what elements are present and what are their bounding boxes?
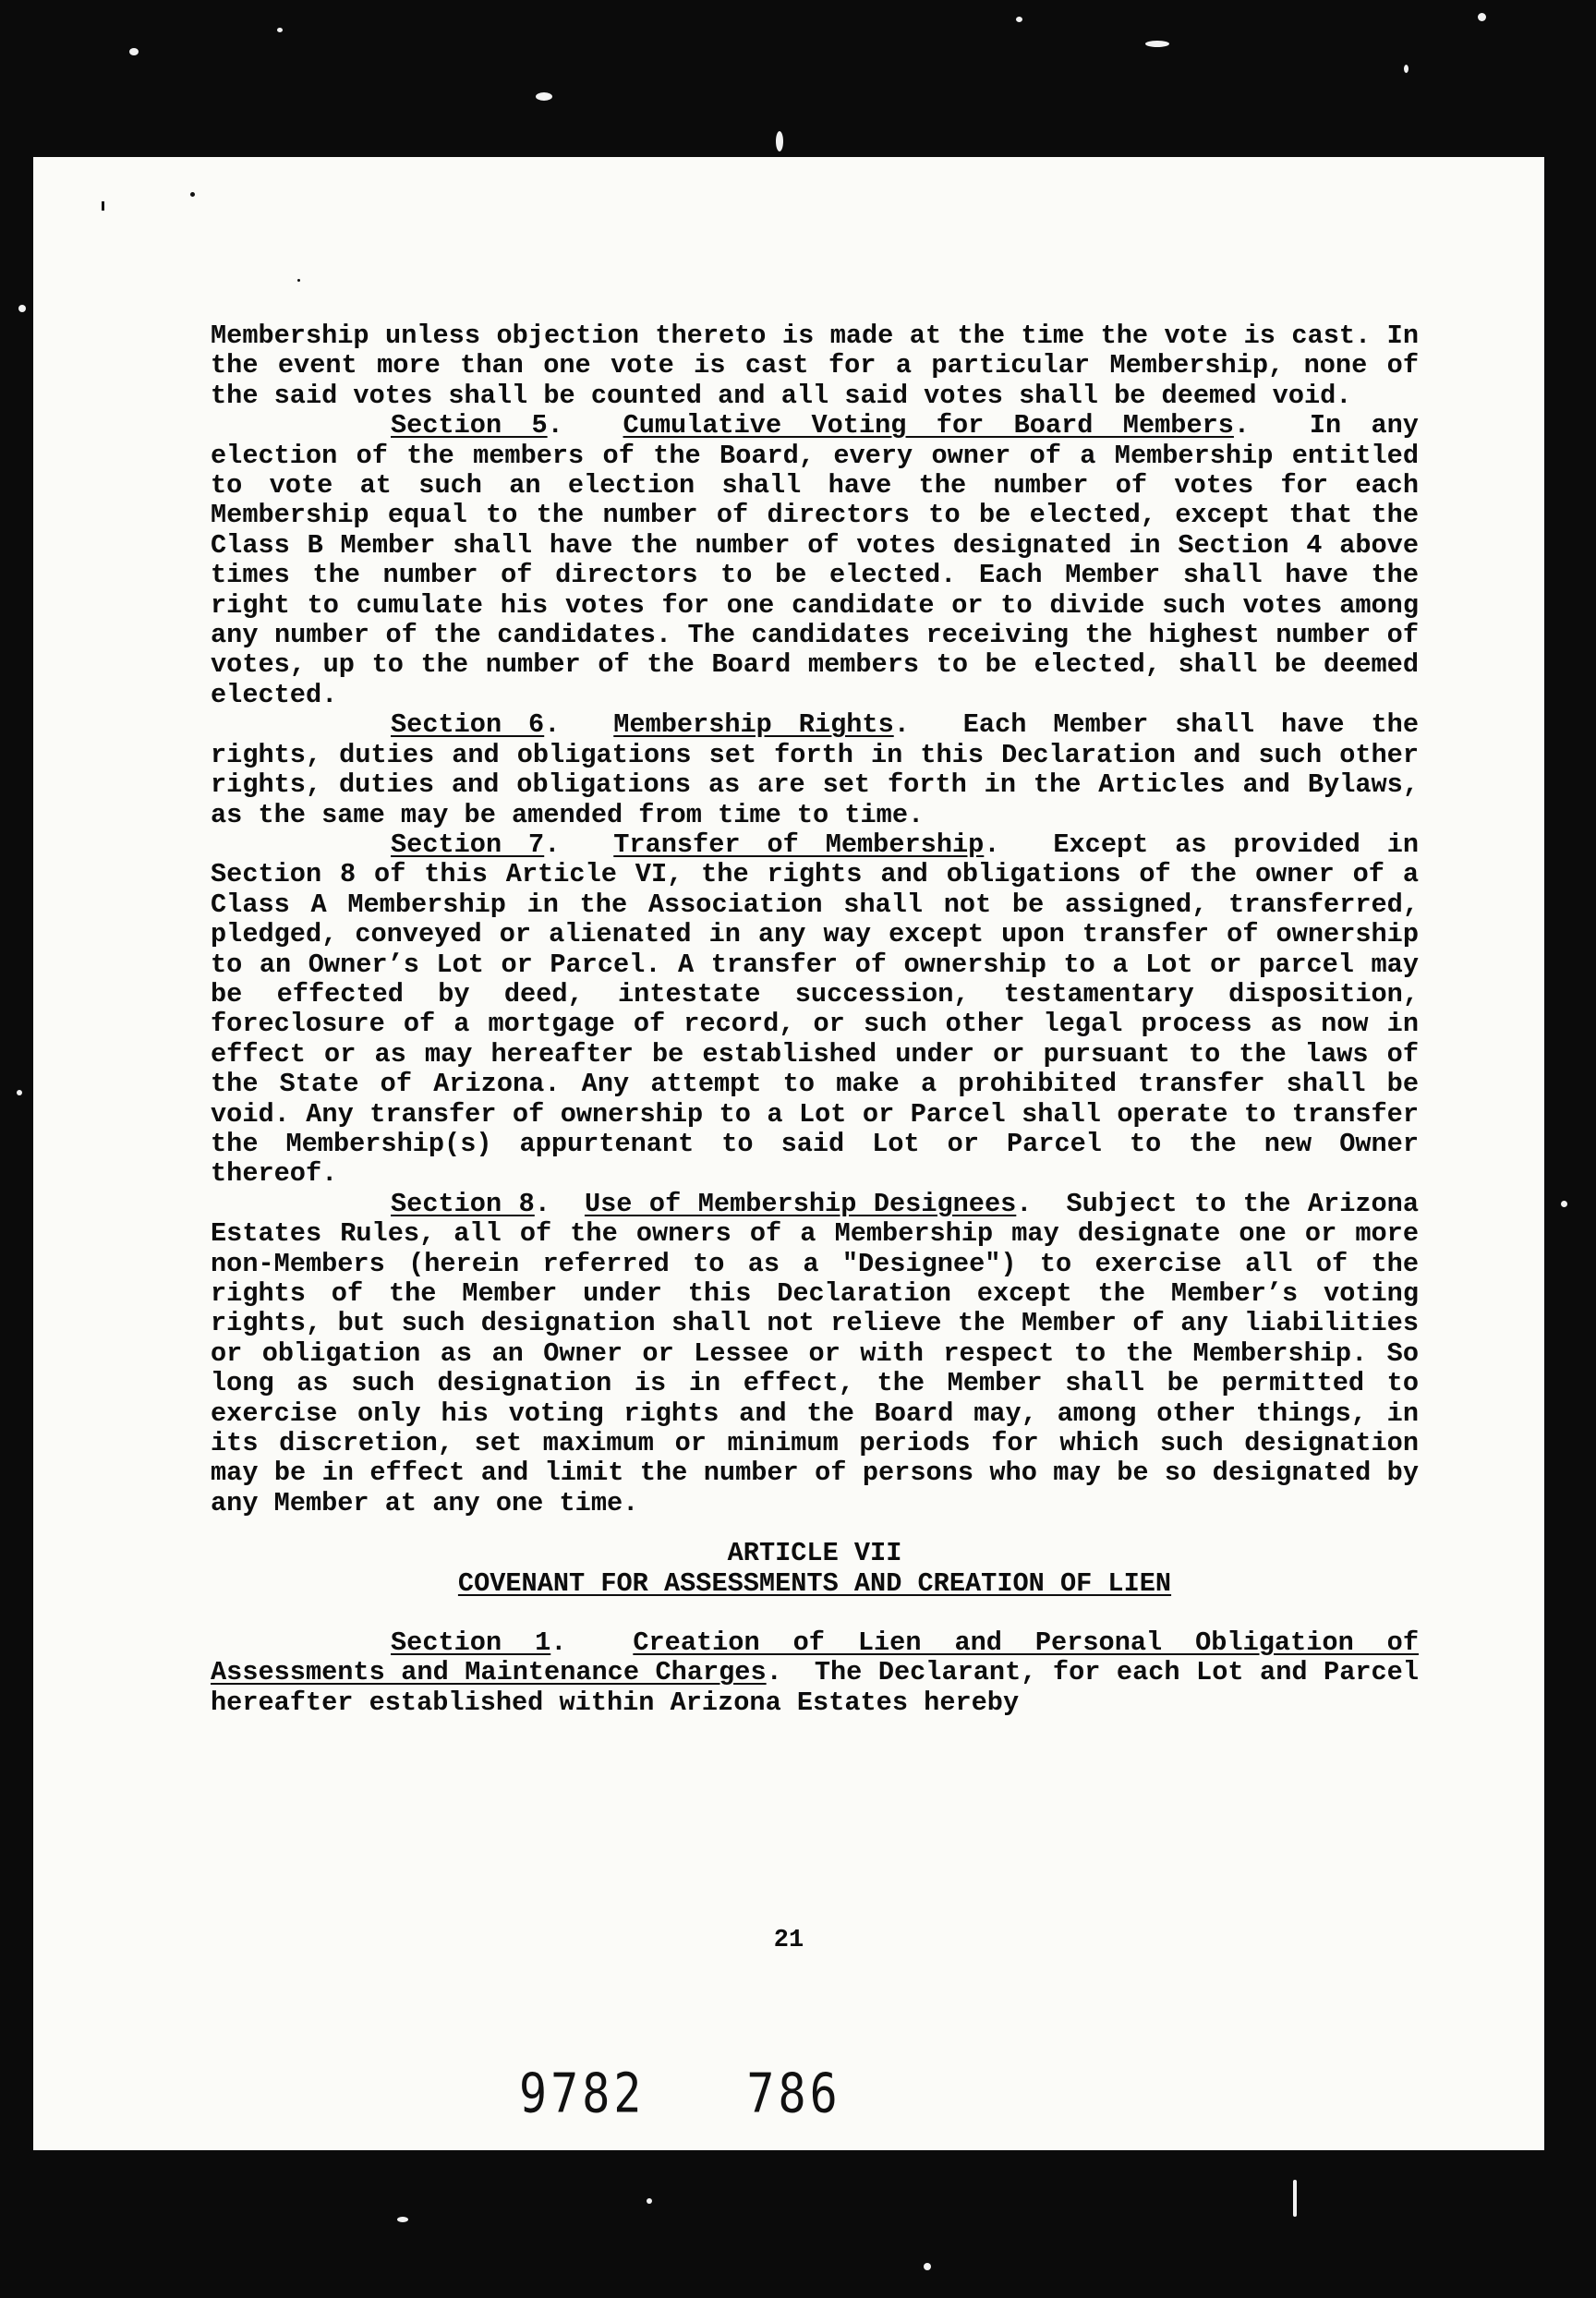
section-6-label: Section 6 [391, 709, 545, 741]
section-7-text: Except as provided in Section 8 of this Article VI, the rights and obligations of the owner of a Class A Membership in the Association shall not be assigned, transferred, pledged, conveyed or alienated in any way except upon transfer of ownership to an Owner’s Lot or Parcel. A transfer of ownership to a Lot or parcel may be effected by deed, intestate succession, testamentary disposition, foreclosure of a mortgage of record, or such other legal process as now in effect or as may hereafter be established under or pursuant to the laws of the State of Arizona. Any attempt to make a prohibited transfer shall be void. Any transfer of ownership to a Lot or Parcel shall operate to transfer the Membership(s) appurtenant to said Lot or Parcel to the new Owner thereof. [211, 828, 1420, 1190]
section-7-heading: Transfer of Membership [613, 828, 985, 860]
scan-speck [18, 305, 26, 312]
scan-mark [102, 201, 104, 211]
scan-speck [1561, 1201, 1567, 1207]
stamp-page-number: 786 [746, 2062, 841, 2125]
section-6-paragraph: Section 6. Membership Rights. Each Member shall have the rights, duties and obligations set forth in this Declaration and such other rights, duties and obligations as are set forth in the Articles and Bylaws, as the same may be amended from time to time. [211, 709, 1419, 830]
scan-speck [1404, 65, 1409, 73]
section-5-label: Section 5 [391, 410, 548, 441]
paragraph-voting-void: Membership unless objection thereto is made at the time the vote is cast. In the event more than one vote is cast for a particular Membership, none of the said votes shall be counted and all said votes shall be deemed void. [211, 321, 1419, 411]
section-5-paragraph: Section 5. Cumulative Voting for Board Members. In any election of the members of the Board, every owner of a Membership entitled to vote at such an election shall have the number of votes for each Membership equal to the number of directors to be elected, except that the Class B Member shall have the number of votes designated in Section 4 above times the number of directors to be elected. Each Member shall have the right to cumulate his votes for one candidate or to divide such votes among any number of the candidates. The candidates receiving the highest number of votes, up to the number of the Board members to be elected, shall be deemed elected. [211, 410, 1419, 710]
stamp-book-number: 9782 [519, 2062, 646, 2125]
article-heading [211, 1539, 1419, 1599]
scan-speck [17, 1090, 22, 1095]
scan-speck [776, 131, 783, 151]
section-7-paragraph: Section 7. Transfer of Membership. Except as provided in Section 8 of this Article VI, the rights and obligations of the owner of a Class A Membership in the Association shall not be assigned, transferred, pledged, conveyed or alienated in any way except upon transfer of ownership to an Owner’s Lot or Parcel. A transfer of ownership to a Lot or parcel may be effected by deed, intestate succession, testamentary disposition, foreclosure of a mortgage of record, or such other legal process as now in effect or as may hereafter be established under or pursuant to the laws of the State of Arizona. Any attempt to make a prohibited transfer shall be void. Any transfer of ownership to a Lot or Parcel shall operate to transfer the Membership(s) appurtenant to said Lot or Parcel to the new Owner thereof. [211, 828, 1420, 1190]
scan-speck [1293, 2180, 1297, 2217]
section-7-label: Section 7 [391, 828, 545, 860]
scan-speck [277, 28, 283, 32]
scan-speck [1016, 17, 1022, 22]
section-5-text: In any election of the members of the Board, every owner of a Membership entitled to vote at such an election shall have the number of votes for each Membership equal to the number of directors to be elected, except that the Class B Member shall have the number of votes designated in Section 4 above times the number of directors to be elected. Each Member shall have the right to cumulate his votes for one candidate or to divide such votes among any number of the candidates. The candidates receiving the highest number of votes, up to the number of the Board members to be elected, shall be deemed elected. [211, 410, 1419, 710]
article-7-section-1-heading: Creation of Lien and Personal Obligation of Assessments and Maintenance Charges [211, 1627, 1420, 1688]
section-8-paragraph: Section 8. Use of Membership Designees. Subject to the Arizona Estates Rules, all of the owners of a Membership may designate one or more non-Members (herein referred to as a "Designee") to exercise all of the rights of the Member under this Declaration except the Member’s voting rights, but such designation shall not relieve the Member of any liabilities or obligation as an Owner or Lessee or with respect to the Membership. So long as such designation is in effect, the Member shall be permitted to exercise only his voting rights and the Board may, among other things, in its discretion, set maximum or minimum periods for which such designation may be in effect and limit the number of persons who may be so designated by any Member at any one time. [211, 1188, 1420, 1518]
document-body [211, 321, 1419, 1718]
scan-mark [190, 192, 195, 197]
section-8-heading: Use of Membership Designees [584, 1188, 1017, 1219]
section-5-heading: Cumulative Voting for Board Members [623, 410, 1234, 441]
section-8-text: Subject to the Arizona Estates Rules, all of the owners of a Membership may designate one or more non-Members (herein referred to as a "Designee") to exercise all of the rights of the Member under this Declaration except the Member’s voting rights, but such designation shall not relieve the Member of any liabilities or obligation as an Owner or Lessee or with respect to the Membership. So long as such designation is in effect, the Member shall be permitted to exercise only his voting rights and the Board may, among other things, in its discretion, set maximum or minimum periods for which such designation may be in effect and limit the number of persons who may be so designated by any Member at any one time. [211, 1188, 1420, 1518]
scan-speck [1478, 13, 1486, 21]
section-6-text: Each Member shall have the rights, duties and obligations set forth in this Declaration and such other rights, duties and obligations as are set forth in the Articles and Bylaws, as the same may be amended from time to time. [211, 709, 1419, 830]
article-title: COVENANT FOR ASSESSMENTS AND CREATION OF LIEN [457, 1567, 1172, 1599]
recording-stamp [519, 2062, 841, 2124]
article-7-section-1-paragraph: Section 1. Creation of Lien and Personal Obligation of Assessments and Maintenance Charges. The Declarant, for each Lot and Parcel hereafter established within Arizona Estates hereby [211, 1627, 1420, 1718]
section-8-label: Section 8 [391, 1188, 535, 1219]
scan-mark [297, 279, 300, 282]
article-7-section-1-label: Section 1 [391, 1627, 551, 1659]
article-7-section-1-text: The Declarant, for each Lot and Parcel hereafter established within Arizona Estates hereby [211, 1657, 1419, 1718]
scan-speck [536, 92, 552, 101]
scan-speck [924, 2263, 931, 2270]
document-page [33, 157, 1544, 2150]
scan-speck [647, 2198, 652, 2204]
scan-speck [397, 2217, 408, 2222]
scan-speck [1145, 41, 1169, 47]
section-6-heading: Membership Rights [613, 709, 894, 741]
article-number: ARTICLE VII [727, 1538, 902, 1569]
scan-speck [129, 48, 139, 55]
page-number: 21 [773, 1927, 804, 1954]
